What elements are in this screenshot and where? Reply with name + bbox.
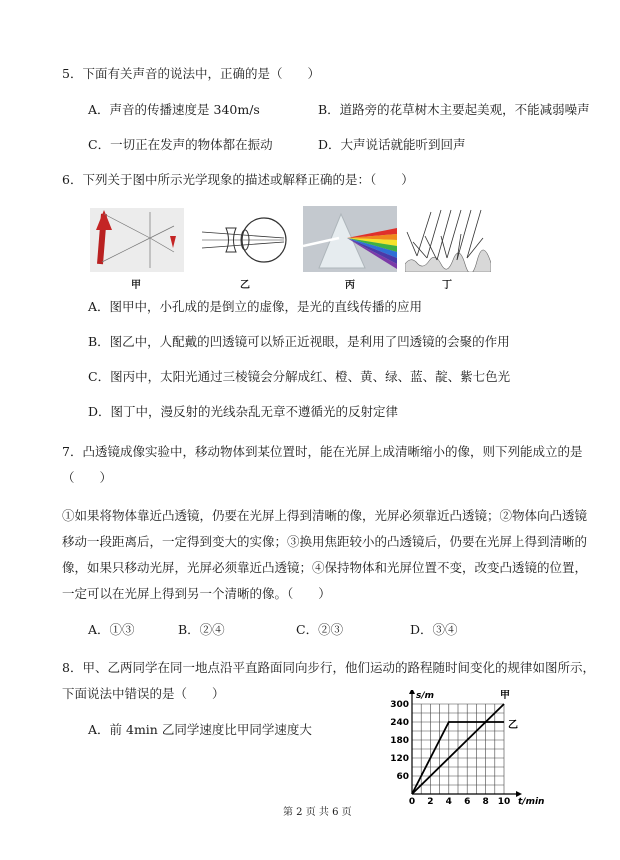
q7-option-d: D．③④ [410,622,458,637]
q6-stem: 6．下列关于图中所示光学现象的描述或解释正确的是：（ ） [62,172,414,187]
series-label: 乙 [508,720,518,731]
q5-option-b: B．道路旁的花草树木主要起美观，不能减弱噪声 [318,102,590,117]
figure-prism [303,206,397,272]
x-tick-label: 10 [497,797,511,805]
q5-stem: 5．下面有关声音的说法中，正确的是（ ） [62,66,320,81]
y-tick-label: 60 [396,772,409,782]
figure-label-ding: 丁 [442,280,452,291]
q8-stem-line2: 下面说法中错误的是（ ） [62,686,225,701]
q6-option-a: A．图甲中，小孔成的是倒立的虚像，是光的直线传播的应用 [88,299,423,314]
q7-body-line2: 移动一段距离后，一定得到变大的实像；③换用焦距较小的凸透镜后，仍要在光屏上得到清晰的 [62,534,588,549]
q5-option-d: D．大声说话就能听到回声 [318,137,466,152]
q6-option-d: D．图丁中，漫反射的光线杂乱无章不遵循光的反射定律 [88,404,399,419]
figure-label-yi: 乙 [240,280,250,291]
q7-option-b: B．②④ [178,622,225,637]
q7-option-a: A．①③ [88,622,135,637]
q5-option-c: C．一切正在发声的物体都在振动 [88,137,273,152]
q7-body-line1: ①如果将物体靠近凸透镜，仍要在光屏上得到清晰的像，光屏必须靠近凸透镜；②物体向凸透镜 [62,508,588,523]
y-axis-arrow [409,690,415,694]
figure-eye-lens [196,208,292,272]
y-tick-label: 240 [390,718,409,728]
x-tick-label: 2 [427,797,434,805]
st-chart [372,690,548,805]
page-footer: 第 2 页 共 6 页 [283,807,352,818]
series-label: 甲 [500,690,510,701]
q7-stem-line1: 7．凸透镜成像实验中，移动物体到某位置时，能在光屏上成清晰缩小的像，则下列能成立的是 [62,444,583,459]
y-axis-label: s/m [416,691,435,701]
q7-body-line3: 像，如果只移动光屏，光屏必须靠近凸透镜；④保持物体和光屏位置不变，改变凸透镜的位置， [62,560,588,575]
figure-label-jia: 甲 [131,280,141,291]
x-axis-label: t/min [518,797,545,805]
q7-option-c: C．②③ [296,622,344,637]
figure-diffuse-reflection [405,206,491,272]
figure-label-bing: 丙 [345,280,355,291]
y-tick-label: 120 [390,754,409,764]
x-tick-label: 8 [482,797,489,805]
q6-option-c: C．图丙中，太阳光通过三棱镜会分解成红、橙、黄、绿、蓝、靛、紫七色光 [88,369,511,384]
q5-option-a: A．声音的传播速度是 340m/s [88,102,260,117]
y-tick-label: 180 [390,736,409,746]
q8-option-a: A．前 4min 乙同学速度比甲同学速度大 [88,722,312,737]
x-tick-label: 6 [464,797,471,805]
y-tick-label: 300 [390,700,409,710]
x-tick-label: 4 [445,797,452,805]
x-tick-label: 0 [408,797,416,805]
figure-pinhole [90,208,184,272]
q7-stem-line2: （ ） [62,470,113,485]
q6-option-b: B．图乙中，人配戴的凹透镜可以矫正近视眼，是利用了凹透镜的会聚的作用 [88,334,510,349]
q7-body-line4: 一定可以在光屏上得到另一个清晰的像。（ ） [62,586,331,601]
q8-stem-line1: 8．甲、乙两同学在同一地点沿平直路面同向步行，他们运动的路程随时间变化的规律如图所示， [62,660,595,675]
